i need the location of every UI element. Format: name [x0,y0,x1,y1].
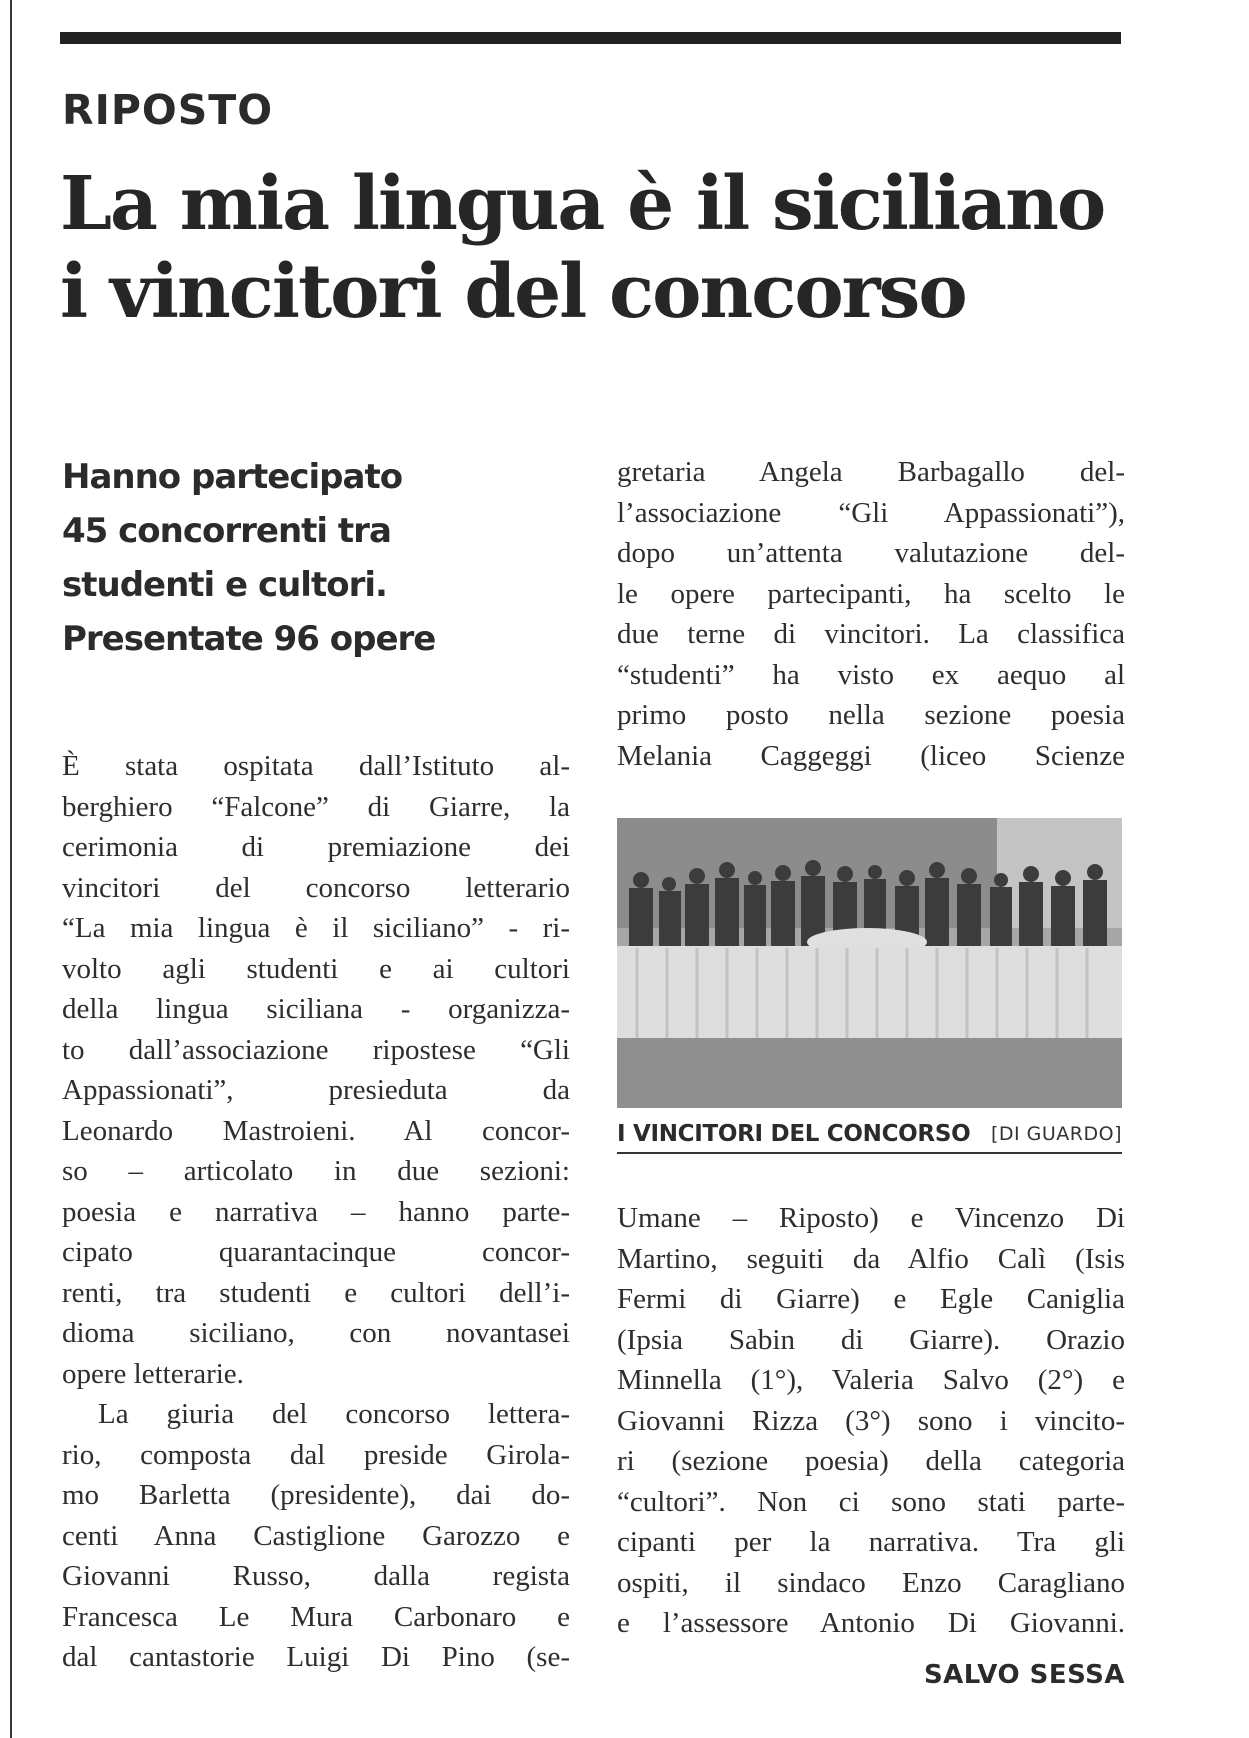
subhead-line: 45 concorrenti tra [62,511,391,551]
body-line: berghiero “Falcone” di Giarre, la [62,790,570,823]
headline-line: La mia lingua è il siciliano [60,161,1105,247]
body-column-right-bottom [617,1198,1125,1644]
photo-illustration [617,818,1122,1108]
body-line: cipanti per la narrativa. Tra gli [617,1526,1125,1558]
body-line: cipato quarantacinque concor- [62,1236,570,1268]
body-line: Umane – Riposto) e Vincenzo Di [617,1202,1125,1234]
body-line: Giovanni Russo, dalla regista [62,1560,570,1592]
body-line: della lingua siciliana - organizza- [62,993,570,1025]
photo-caption-text: I VINCITORI DEL CONCORSO [617,1121,971,1147]
body-line: renti, tra studenti e cultori dell’i- [62,1276,570,1309]
body-line: volto agli studenti e ai cultori [62,952,570,985]
body-line: rio, composta dal preside Girola- [62,1438,570,1471]
body-line: Minnella (1°), Valeria Salvo (2°) e [617,1364,1125,1396]
page-left-rule [10,0,12,1738]
body-line: Melania Caggeggi (liceo Scienze [617,739,1125,772]
subhead-line: Presentate 96 opere [62,619,436,659]
body-line: (Ipsia Sabin di Giarre). Orazio [617,1323,1125,1356]
body-line: È stata ospitata dall’Istituto al- [62,750,570,782]
body-line: dioma siciliano, con novantasei [62,1317,570,1349]
article-photo [617,818,1122,1108]
subheadline [62,450,532,666]
body-line: La giuria del concorso lettera- [98,1398,570,1430]
body-column-right-top [617,452,1125,776]
byline: SALVO SESSA [923,1660,1125,1690]
body-line: to dall’associazione ripostese “Gli [62,1033,570,1066]
body-line: “studenti” ha visto ex aequo al [617,658,1125,691]
body-line: due terne di vincitori. La classifica [617,618,1125,650]
body-line: dopo un’attenta valutazione del- [617,537,1125,569]
photo-caption [617,1116,1122,1154]
body-line: centi Anna Castiglione Garozzo e [62,1519,570,1552]
body-line: mo Barletta (presidente), dai do- [62,1479,570,1511]
body-line: “cultori”. Non ci sono stati parte- [617,1485,1125,1518]
body-line: Giovanni Rizza (3°) sono i vincito- [617,1404,1125,1437]
body-line: gretaria Angela Barbagallo del- [617,456,1125,488]
headline-line: i vincitori del concorso [60,249,966,335]
body-line: le opere partecipanti, ha scelto le [617,577,1125,610]
body-line: ospiti, il sindaco Enzo Caragliano [617,1566,1125,1599]
body-line: cerimonia di premiazione dei [62,831,570,863]
body-line: “La mia lingua è il siciliano” - ri- [62,912,570,944]
subhead-line: studenti e cultori. [62,565,387,605]
body-line: Francesca Le Mura Carbonaro e [62,1600,570,1633]
body-line: vincitori del concorso letterario [62,871,570,904]
subhead-line: Hanno partecipato [62,457,403,497]
headline [60,160,1140,336]
body-column-left [62,746,570,1678]
body-line: poesia e narrativa – hanno parte- [62,1195,570,1228]
body-line: opere letterarie. [62,1357,244,1390]
body-line: ri (sezione poesia) della categoria [617,1445,1125,1477]
body-line: Appassionati”, presieduta da [62,1074,570,1106]
body-line: e l’assessore Antonio Di Giovanni. [617,1607,1125,1639]
body-line: l’associazione “Gli Appassionati”), [617,496,1125,529]
body-line: so – articolato in due sezioni: [62,1155,570,1187]
body-line: Leonardo Mastroieni. Al concor- [62,1114,570,1147]
photo-credit: [DI GUARDO] [990,1123,1122,1145]
body-line: Fermi di Giarre) e Egle Caniglia [617,1283,1125,1315]
body-line: primo posto nella sezione poesia [617,699,1125,731]
header-rule [60,32,1121,44]
body-line: dal cantastorie Luigi Di Pino (se- [62,1641,570,1673]
section-kicker: RIPOSTO [62,86,274,134]
body-line: Martino, seguiti da Alfio Calì (Isis [617,1242,1125,1275]
